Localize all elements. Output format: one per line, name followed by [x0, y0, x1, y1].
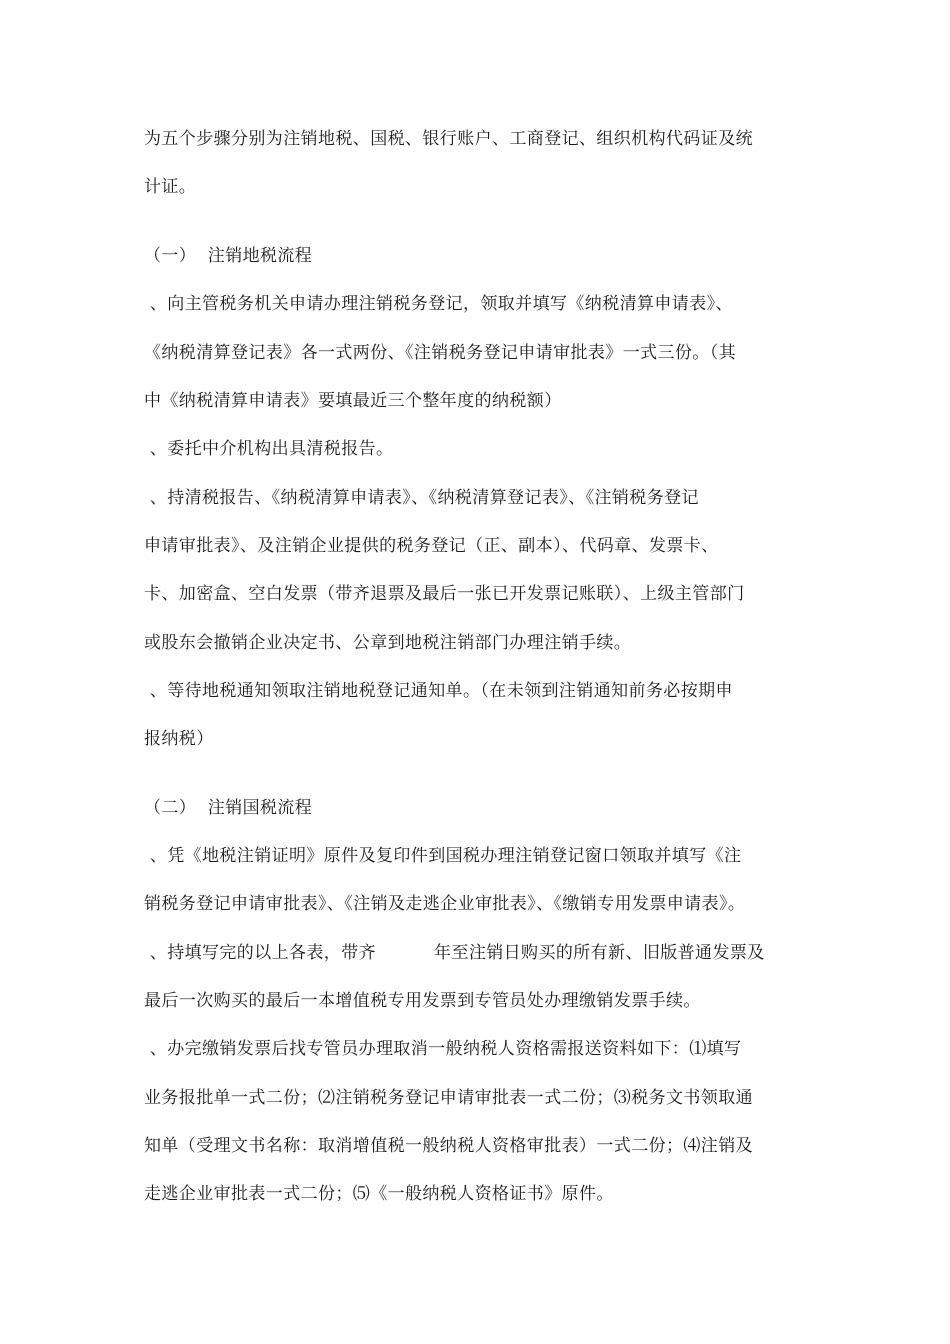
- paragraph-line: 销税务登记申请审批表》、《注销及走逃企业审批表》、《缴销专用发票申请表》。: [144, 894, 746, 914]
- paragraph-line: 、委托中介机构出具清税报告。: [144, 439, 394, 459]
- section-heading: （一） 注销地税流程: [144, 246, 313, 266]
- paragraph-line: 申请审批表》、及注销企业提供的税务登记（正、副本）、代码章、发票卡、: [144, 536, 719, 556]
- section-heading: （二） 注销国税流程: [144, 798, 313, 818]
- paragraph-line: 最后一次购买的最后一本增值税专用发票到专管员处办理缴销发票手续。: [144, 991, 701, 1011]
- paragraph-line: 、凭《地税注销证明》原件及复印件到国税办理注销登记窗口领取并填写《注: [144, 846, 742, 866]
- paragraph-line: 走逃企业审批表一式二份；⑸《一般纳税人资格证书》原件。: [144, 1184, 614, 1204]
- paragraph-line: 、持清税报告、《纳税清算申请表》、《纳税清算登记表》、《注销税务登记: [144, 488, 699, 508]
- paragraph-line: 中《纳税清算申请表》要填最近三个整年度的纳税额）: [144, 391, 562, 411]
- paragraph-line: 知单（受理文书名称：取消增值税一般纳税人资格审批表）一式二份；⑷注销及: [144, 1136, 753, 1156]
- paragraph-line: 卡、加密盒、空白发票（带齐退票及最后一张已开发票记账联）、上级主管部门: [144, 584, 745, 604]
- paragraph-line: 、等待地税通知领取注销地税登记通知单。（在未领到注销通知前务必按期申: [144, 681, 733, 701]
- paragraph-line: 业务报批单一式二份；⑵注销税务登记申请审批表一式二份；⑶税务文书领取通: [144, 1088, 753, 1108]
- paragraph-line: 计证。: [144, 177, 197, 197]
- paragraph-line: 报纳税）: [144, 729, 214, 749]
- paragraph-line: 或股东会撤销企业决定书、公章到地税注销部门办理注销手续。: [144, 633, 632, 653]
- paragraph-line: 、向主管税务机关申请办理注销税务登记，领取并填写《纳税清算申请表》、: [144, 294, 733, 314]
- paragraph-line: 、办完缴销发票后找专管员办理取消一般纳税人资格需报送资料如下：⑴填写: [144, 1039, 742, 1059]
- paragraph-line: 《纳税清算登记表》各一式两份、《注销税务登记申请审批表》一式三份。（其: [144, 343, 736, 363]
- paragraph-line: 、持填写完的以上各表，带齐 年至注销日购买的所有新、旧版普通发票及: [144, 943, 765, 963]
- paragraph-line: 为五个步骤分别为注销地税、国税、银行账户、工商登记、组织机构代码证及统: [144, 129, 753, 149]
